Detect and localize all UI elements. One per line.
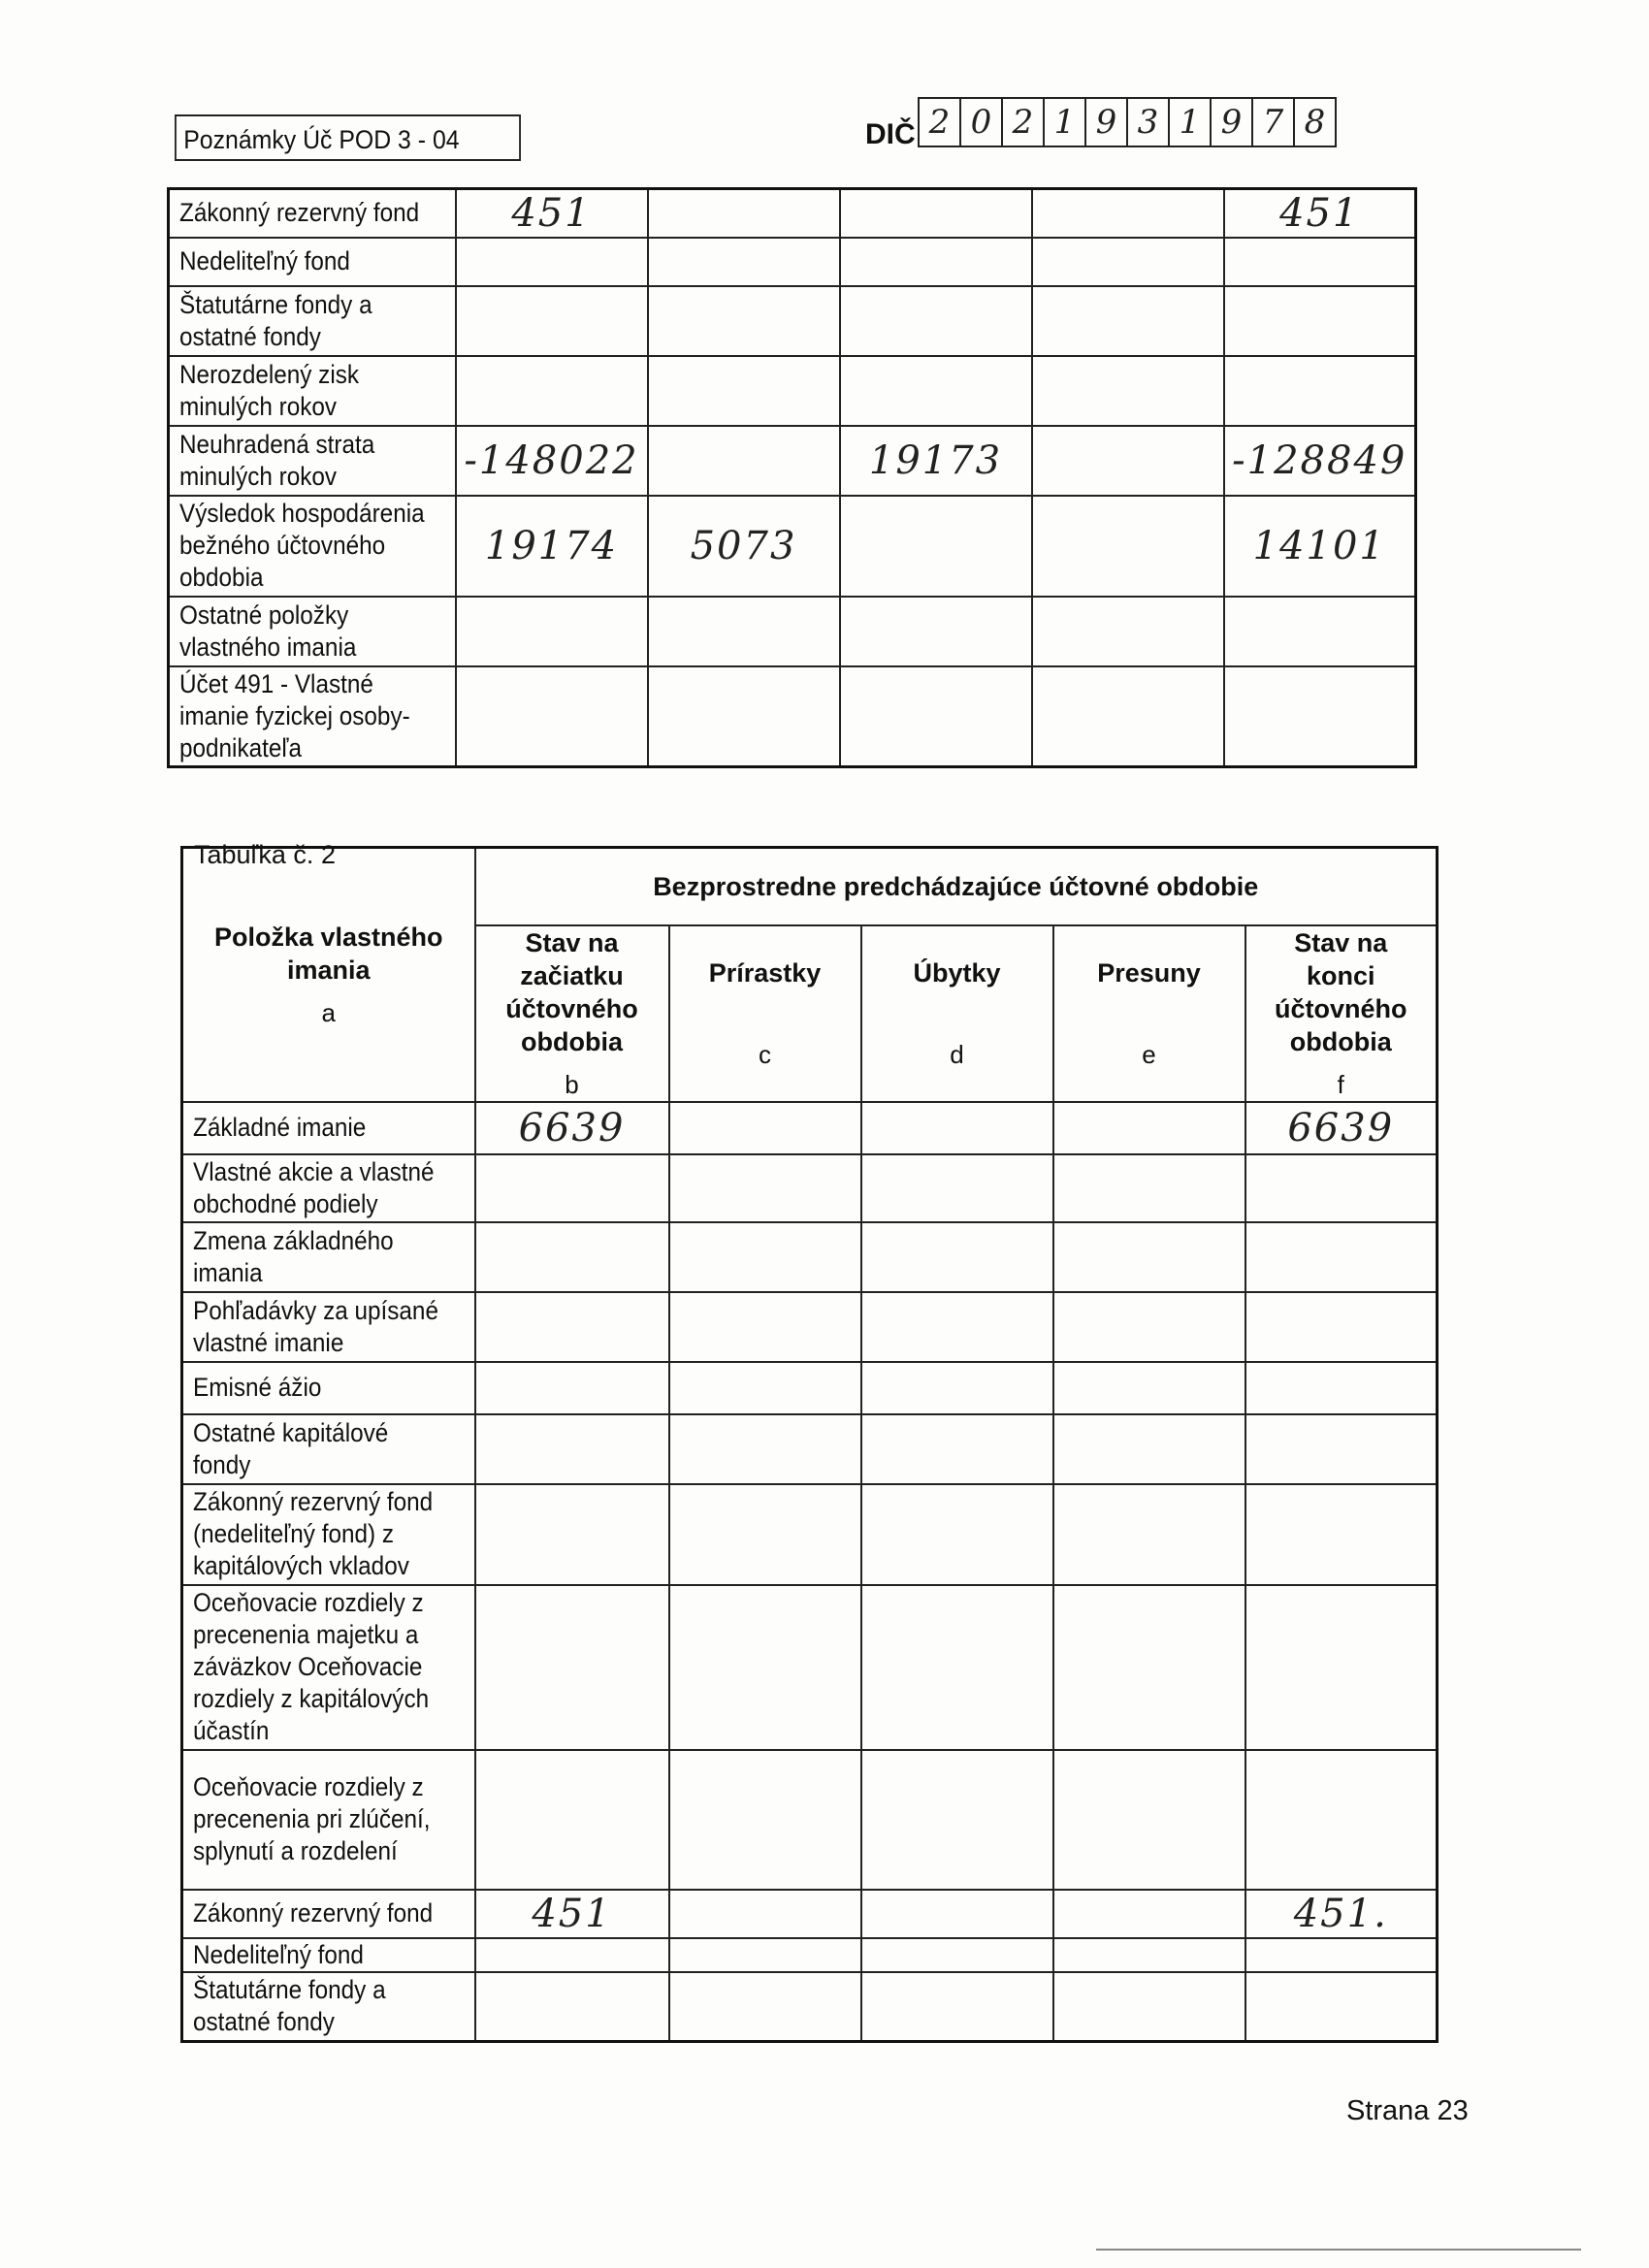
value-cell <box>475 1154 669 1222</box>
dic-digit: 1 <box>1043 97 1086 147</box>
table2-caption: Tabuľka č. 2 <box>194 840 336 869</box>
column-header-increases: Prírastky c <box>669 925 861 1102</box>
dic-digit: 1 <box>1168 97 1212 147</box>
table-row <box>182 1292 1438 1362</box>
value-cell <box>475 1414 669 1484</box>
value-cell <box>648 238 840 286</box>
value-cell <box>648 356 840 426</box>
table-row <box>182 1972 1438 2042</box>
value-cell <box>1053 1102 1245 1154</box>
column-header-end: Stav na konci účtovného obdobia f <box>1245 925 1438 1102</box>
row-label: Neuhradená strata minulých rokov <box>169 426 456 496</box>
value-cell <box>861 1102 1053 1154</box>
value-cell: 19173 <box>840 426 1032 496</box>
row-label: Nerozdelený zisk minulých rokov <box>169 356 456 426</box>
value-cell <box>1245 1292 1438 1362</box>
table-row <box>182 1750 1438 1890</box>
equity-table-current <box>167 187 1417 768</box>
value-cell: 19174 <box>456 496 648 597</box>
value-cell <box>1032 356 1224 426</box>
dic-digit: 3 <box>1126 97 1170 147</box>
period-header: Bezprostredne predchádzajúce účtovné obdobie <box>475 848 1438 925</box>
dic-digit: 2 <box>1001 97 1045 147</box>
value-cell <box>1224 356 1416 426</box>
form-label: Poznámky Úč POD 3 - 04 <box>175 114 521 161</box>
value-cell <box>648 597 840 666</box>
value-cell <box>1245 1414 1438 1484</box>
table-row <box>169 666 1416 767</box>
value-cell <box>1224 286 1416 356</box>
row-label: Štatutárne fondy a ostatné fondy <box>169 286 456 356</box>
value-cell <box>1032 426 1224 496</box>
row-label: Ostatné položky vlastného imania <box>169 597 456 666</box>
value-cell <box>861 1154 1053 1222</box>
value-cell <box>1053 1362 1245 1414</box>
value-cell <box>861 1972 1053 2042</box>
row-label: Pohľadávky za upísané vlastné imanie <box>182 1292 475 1362</box>
row-label: Zákonný rezervný fond <box>182 1890 475 1938</box>
row-label: Zákonný rezervný fond <box>169 189 456 238</box>
dic-label: DIČ <box>865 118 916 150</box>
table-row <box>169 597 1416 666</box>
column-header-transfers: Presuny e <box>1053 925 1245 1102</box>
value-cell <box>648 189 840 238</box>
item-column-header: Položka vlastného imania a <box>182 848 475 1102</box>
row-label: Základné imanie <box>182 1102 475 1154</box>
value-cell <box>1053 1484 1245 1585</box>
value-cell <box>669 1484 861 1585</box>
value-cell <box>475 1972 669 2042</box>
value-cell <box>456 356 648 426</box>
table-row <box>182 1585 1438 1750</box>
value-cell <box>456 666 648 767</box>
dic-digit: 0 <box>959 97 1003 147</box>
dic-field <box>918 97 1335 147</box>
value-cell <box>1245 1938 1438 1972</box>
table-row <box>182 1484 1438 1585</box>
table-row <box>182 1414 1438 1484</box>
table-row <box>169 238 1416 286</box>
value-cell: 451 <box>1224 189 1416 238</box>
value-cell <box>861 1222 1053 1292</box>
row-label: Oceňovacie rozdiely z precenenia majetku a záväzkov Oceňovacie rozdiely z kapitálových účastín <box>182 1585 475 1750</box>
dic-digit: 2 <box>918 97 961 147</box>
value-cell <box>840 356 1032 426</box>
value-cell <box>1053 1585 1245 1750</box>
value-cell <box>475 1750 669 1890</box>
table-row <box>169 496 1416 597</box>
value-cell <box>1224 597 1416 666</box>
value-cell: -128849 <box>1224 426 1416 496</box>
row-label: Nedeliteľný fond <box>182 1938 475 1972</box>
dic-digit: 9 <box>1084 97 1128 147</box>
table-row <box>169 356 1416 426</box>
table-row <box>182 1890 1438 1938</box>
value-cell: -148022 <box>456 426 648 496</box>
bottom-rule <box>1096 2249 1581 2251</box>
value-cell <box>1053 1154 1245 1222</box>
table-row <box>182 1102 1438 1154</box>
value-cell <box>861 1414 1053 1484</box>
table-row <box>169 189 1416 238</box>
value-cell <box>669 1222 861 1292</box>
dic-digit: 8 <box>1293 97 1337 147</box>
value-cell <box>1032 189 1224 238</box>
row-label: Zákonný rezervný fond (nedeliteľný fond) z kapitálových vkladov <box>182 1484 475 1585</box>
row-label: Výsledok hospodárenia bežného účtovného obdobia <box>169 496 456 597</box>
value-cell <box>1245 1484 1438 1585</box>
value-cell: 14101 <box>1224 496 1416 597</box>
value-cell <box>669 1154 861 1222</box>
value-cell <box>669 1750 861 1890</box>
value-cell <box>1053 1222 1245 1292</box>
value-cell <box>1053 1750 1245 1890</box>
value-cell <box>861 1292 1053 1362</box>
value-cell <box>861 1938 1053 1972</box>
value-cell <box>475 1484 669 1585</box>
value-cell <box>840 666 1032 767</box>
page-number: Strana 23 <box>1346 2095 1469 2126</box>
value-cell <box>1032 286 1224 356</box>
value-cell <box>475 1585 669 1750</box>
value-cell <box>456 597 648 666</box>
value-cell: 451 <box>475 1890 669 1938</box>
value-cell: 6639 <box>1245 1102 1438 1154</box>
dic-digit: 9 <box>1210 97 1253 147</box>
value-cell <box>669 1292 861 1362</box>
value-cell <box>669 1414 861 1484</box>
value-cell <box>861 1362 1053 1414</box>
row-label: Zmena základného imania <box>182 1222 475 1292</box>
value-cell: 451. <box>1245 1890 1438 1938</box>
row-label: Nedeliteľný fond <box>169 238 456 286</box>
table-row <box>182 1938 1438 1972</box>
value-cell <box>456 238 648 286</box>
value-cell <box>1053 1890 1245 1938</box>
table-row <box>169 286 1416 356</box>
value-cell <box>861 1890 1053 1938</box>
value-cell <box>669 1362 861 1414</box>
value-cell <box>475 1362 669 1414</box>
value-cell <box>840 496 1032 597</box>
value-cell <box>1053 1972 1245 2042</box>
value-cell <box>1032 597 1224 666</box>
value-cell <box>1245 1750 1438 1890</box>
table-row <box>182 1222 1438 1292</box>
value-cell: 5073 <box>648 496 840 597</box>
value-cell <box>840 286 1032 356</box>
value-cell <box>1053 1292 1245 1362</box>
value-cell <box>648 666 840 767</box>
value-cell <box>861 1585 1053 1750</box>
value-cell <box>669 1972 861 2042</box>
column-header-start: Stav na začiatku účtovného obdobia b <box>475 925 669 1102</box>
value-cell <box>1053 1414 1245 1484</box>
value-cell <box>475 1938 669 1972</box>
value-cell <box>1032 238 1224 286</box>
value-cell <box>840 189 1032 238</box>
value-cell <box>1245 1585 1438 1750</box>
dic-digit: 7 <box>1251 97 1295 147</box>
value-cell <box>1245 1154 1438 1222</box>
value-cell <box>1245 1222 1438 1292</box>
value-cell <box>669 1890 861 1938</box>
value-cell <box>669 1585 861 1750</box>
column-header-decreases: Úbytky d <box>861 925 1053 1102</box>
equity-table-previous <box>180 846 1439 2043</box>
value-cell <box>1053 1938 1245 1972</box>
value-cell <box>840 597 1032 666</box>
table-row <box>182 1154 1438 1222</box>
value-cell <box>1224 238 1416 286</box>
value-cell <box>1032 666 1224 767</box>
value-cell <box>456 286 648 356</box>
table-row <box>169 426 1416 496</box>
value-cell <box>1224 666 1416 767</box>
value-cell: 6639 <box>475 1102 669 1154</box>
row-label: Štatutárne fondy a ostatné fondy <box>182 1972 475 2042</box>
row-label: Emisné ážio <box>182 1362 475 1414</box>
table-row <box>182 1362 1438 1414</box>
value-cell <box>1245 1972 1438 2042</box>
row-label: Oceňovacie rozdiely z precenenia pri zlúčení, splynutí a rozdelení <box>182 1750 475 1890</box>
value-cell <box>1245 1362 1438 1414</box>
value-cell <box>861 1750 1053 1890</box>
value-cell <box>840 238 1032 286</box>
value-cell: 451 <box>456 189 648 238</box>
row-label: Ostatné kapitálové fondy <box>182 1414 475 1484</box>
row-label: Účet 491 - Vlastné imanie fyzickej osoby-podnikateľa <box>169 666 456 767</box>
value-cell <box>861 1484 1053 1585</box>
value-cell <box>1032 496 1224 597</box>
value-cell <box>669 1938 861 1972</box>
value-cell <box>648 426 840 496</box>
value-cell <box>648 286 840 356</box>
row-label: Vlastné akcie a vlastné obchodné podiely <box>182 1154 475 1222</box>
value-cell <box>475 1292 669 1362</box>
value-cell <box>669 1102 861 1154</box>
value-cell <box>475 1222 669 1292</box>
